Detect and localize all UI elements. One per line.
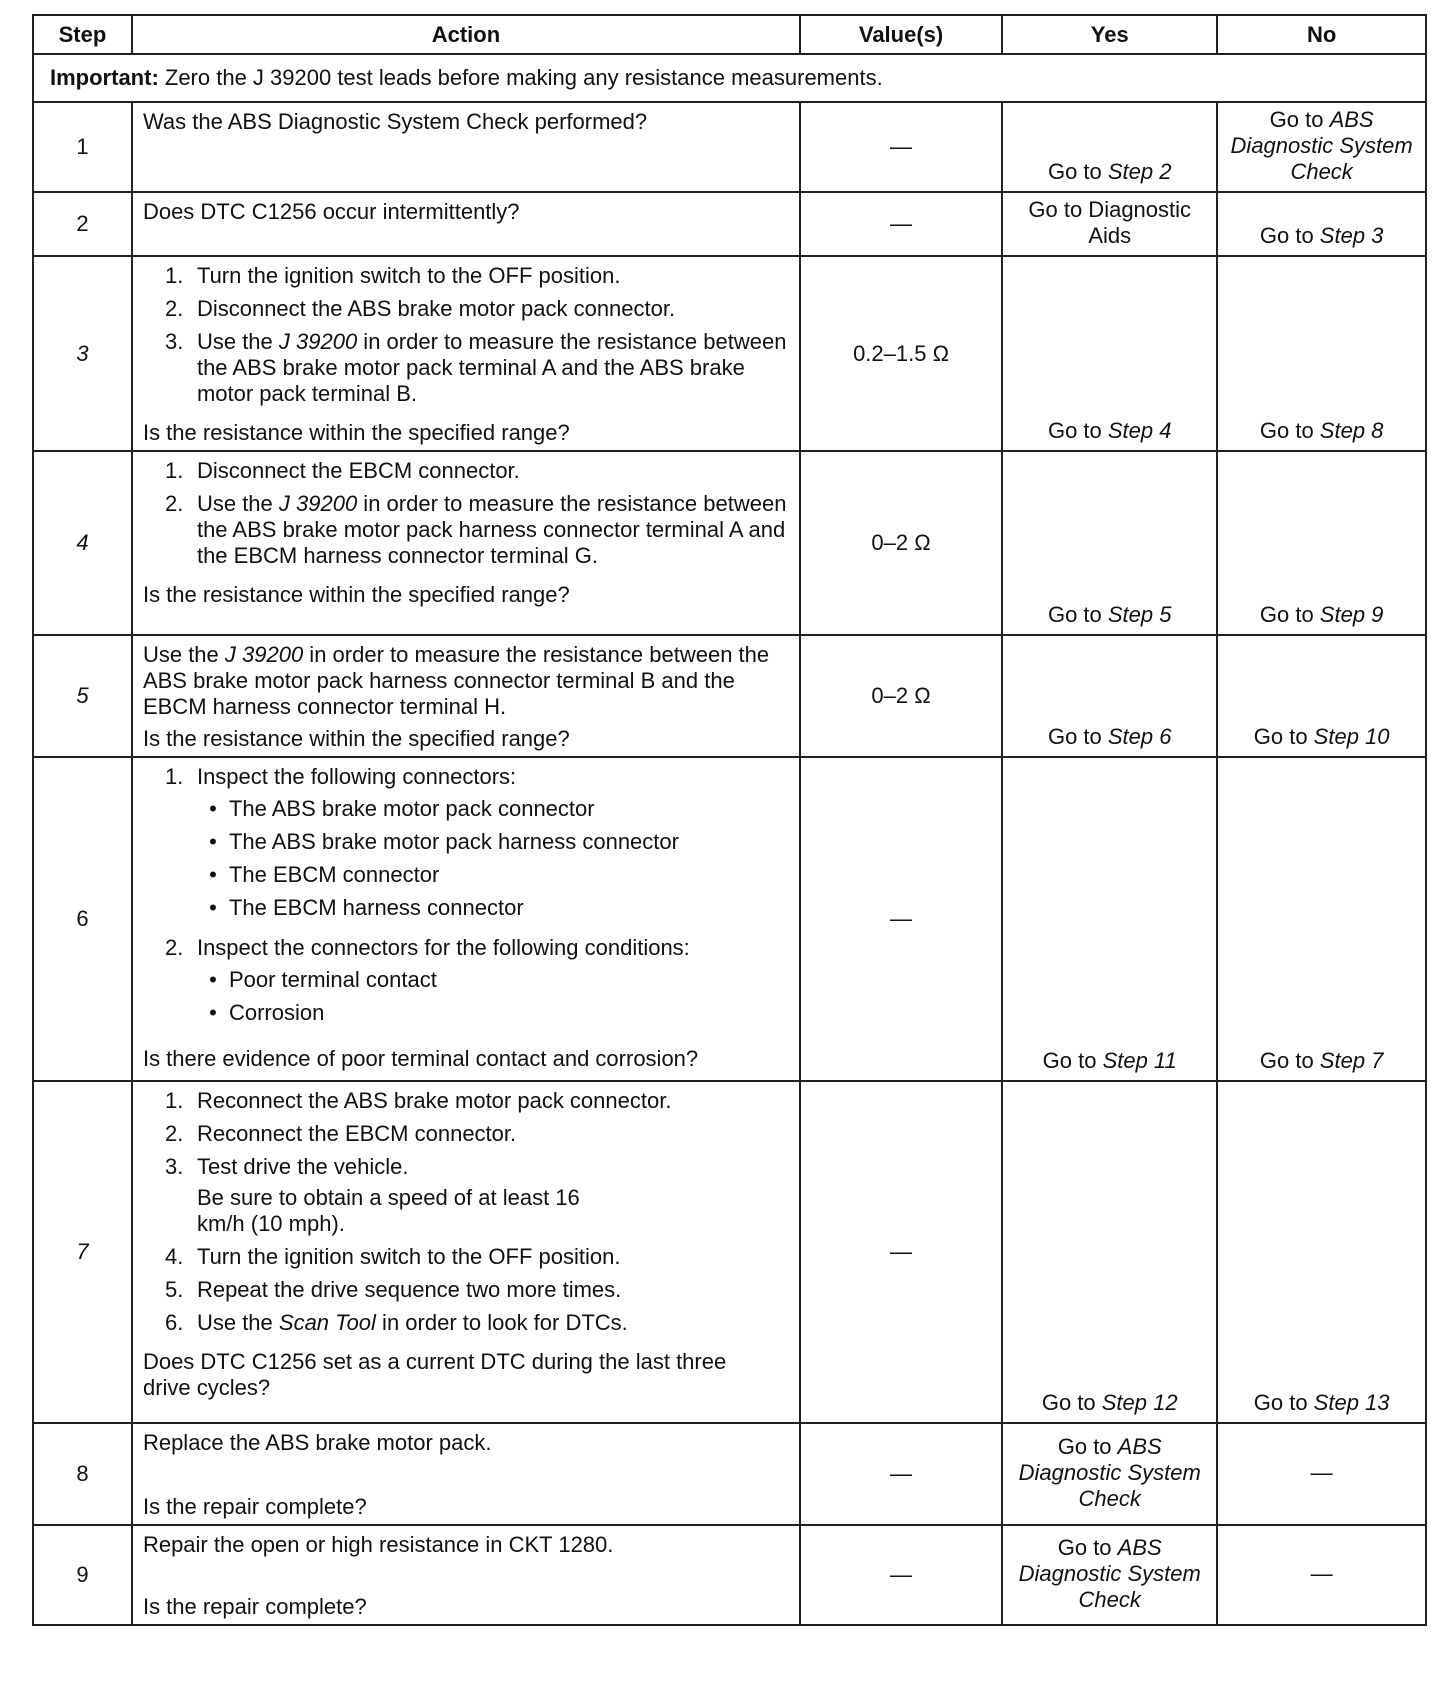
yes-step-ref: Step 11 [1102,1048,1177,1073]
tool-name: J 39200 [278,491,358,516]
yes-step-ref: ABS Diagnostic System Check [1018,1434,1201,1511]
no-cell: Go to Step 9 [1217,451,1426,635]
important-label: Important: [50,65,159,90]
action-text: Replace the ABS brake motor pack. [142,1430,492,1455]
action-cell [132,1081,800,1423]
value-cell: — [800,1081,1002,1423]
action-text: Repair the open or high resistance in CKT 1280. [142,1532,614,1557]
action-question: Does DTC C1256 occur intermittently? [142,199,520,224]
list-item: 5. Repeat the drive sequence two more times. [164,1277,622,1302]
important-text: Zero the J 39200 test leads before making any resistance measurements. [158,65,883,90]
no-step-ref: Step 13 [1313,1390,1390,1415]
action-cell [132,1423,800,1525]
action-question: Is the repair complete? [142,1494,367,1519]
bullet-item: • The EBCM connector [209,862,440,887]
action-cell [132,256,800,451]
list-item: 1. Inspect the following connectors: • The ABS brake motor pack connector • The ABS brake motor pack harness connector • The EBCM connector • The EBCM harness connector [165,764,789,928]
action-question: Does DTC C1256 set as a current DTC during the last three drive cycles? [142,1349,727,1400]
tool-name: Scan Tool [278,1310,376,1335]
no-cell [1217,102,1426,192]
action-question: Is the resistance within the specified range? [142,582,570,607]
no-prefix: Go to [1259,223,1320,248]
tool-name: J 39200 [224,642,304,667]
no-cell: Go to Step 13 [1217,1081,1426,1423]
action-cell [132,451,800,635]
bullet-item: • Poor terminal contact [209,967,437,992]
value-cell: 0–2 Ω [800,635,1002,757]
yes-step-ref: Step 12 [1101,1390,1178,1415]
header-action: Action [132,15,800,54]
bullet-item: • The ABS brake motor pack harness connector [209,829,679,854]
header-no: No [1217,15,1426,54]
no-cell: — [1217,1423,1426,1525]
no-cell [1217,192,1426,256]
list-item: 2. Inspect the connectors for the following conditions: • Poor terminal contact • Corrosion [165,935,789,1033]
bullet-list [197,967,789,1026]
yes-cell: Go to Step 5 [1002,451,1217,635]
value-cell: 0–2 Ω [800,451,1002,635]
no-cell: Go to Step 8 [1217,256,1426,451]
action-cell [132,635,800,757]
no-step-ref: Step 3 [1319,223,1384,248]
yes-cell: Go to Diagnostic Aids [1002,192,1217,256]
table-row [33,192,1426,256]
yes-cell: Go to ABS Diagnostic System Check [1002,1525,1217,1625]
bullet-item: • The EBCM harness connector [209,895,524,920]
list-item: 6. Use the Scan Tool in order to look for DTCs. [164,1310,628,1335]
no-prefix: Go to [1269,107,1330,132]
value-cell: 0.2–1.5 Ω [800,256,1002,451]
header-row [33,15,1426,54]
yes-step-ref: Step 6 [1107,724,1172,749]
list-item: 2. Use the J 39200 in order to measure the resistance between the ABS brake motor pack harness connector terminal A and the EBCM harness connector terminal G. [164,491,787,568]
bullet-item: • Corrosion [209,1000,325,1025]
action-cell [132,1525,800,1625]
header-yes: Yes [1002,15,1217,54]
step-number: 8 [33,1423,132,1525]
list-item: 1. Disconnect the EBCM connector. [164,458,520,483]
yes-cell: Go to Step 12 [1002,1081,1217,1423]
bullet-item: • The ABS brake motor pack connector [209,796,595,821]
action-steps [143,263,789,414]
action-steps [143,458,789,576]
table-row [33,635,1426,757]
list-item: 3. Test drive the vehicle. [164,1154,409,1179]
action-question: Was the ABS Diagnostic System Check performed? [142,109,648,134]
action-question: Is the resistance within the specified range? [142,726,570,751]
table-row [33,1081,1426,1423]
action-question: Is there evidence of poor terminal contact and corrosion? [142,1046,699,1071]
value-cell: — [800,192,1002,256]
step-number: 5 [33,635,132,757]
step-number: 7 [33,1081,132,1423]
yes-cell: Go to Step 6 [1002,635,1217,757]
list-item: 1. Turn the ignition switch to the OFF position. [164,263,621,288]
no-step-ref: Step 9 [1319,602,1384,627]
no-step-ref: Step 7 [1319,1048,1384,1073]
action-steps [143,764,789,1040]
yes-prefix: Go to [1047,159,1108,184]
action-question: Is the resistance within the specified range? [142,420,570,445]
list-item: 1. Reconnect the ABS brake motor pack connector. [164,1088,672,1113]
table-row [33,102,1426,192]
table-row [33,256,1426,451]
no-cell: — [1217,1525,1426,1625]
step-number: 3 [33,256,132,451]
step-number: 4 [33,451,132,635]
step-number: 1 [33,102,132,192]
action-steps [143,1244,789,1343]
yes-cell: Go to Step 11 [1002,757,1217,1081]
tool-name: J 39200 [278,329,358,354]
list-item: 2. Disconnect the ABS brake motor pack connector. [164,296,676,321]
important-row [33,54,1426,102]
no-cell: Go to Step 7 [1217,757,1426,1081]
yes-cell [1002,102,1217,192]
header-step: Step [33,15,132,54]
yes-step-ref: Step 4 [1107,418,1172,443]
list-item: 3. Use the J 39200 in order to measure the resistance between the ABS brake motor pack terminal A and the ABS brake motor pack terminal B. [164,329,787,406]
value-cell: — [800,1423,1002,1525]
step-number: 6 [33,757,132,1081]
table-row [33,451,1426,635]
important-note [33,54,1426,102]
bullet-list [197,796,789,921]
value-cell: — [800,1525,1002,1625]
yes-step-ref: ABS Diagnostic System Check [1018,1535,1201,1612]
action-cell [132,102,800,192]
table-row [33,1423,1426,1525]
table-row [33,757,1426,1081]
action-cell [132,192,800,256]
no-step-ref: ABS Diagnostic System Check [1230,107,1413,184]
value-cell: — [800,757,1002,1081]
action-steps [143,1088,789,1187]
diagnostic-table [32,14,1427,1626]
step-number: 2 [33,192,132,256]
action-text: Use the J 39200 in order to measure the resistance between the ABS brake motor pack harness connector terminal B and the EBCM harness connector terminal H. [142,642,770,719]
table-row [33,1525,1426,1625]
step-number: 9 [33,1525,132,1625]
list-item: 4. Turn the ignition switch to the OFF position. [164,1244,621,1269]
header-values: Value(s) [800,15,1002,54]
yes-step-ref: Step 2 [1107,159,1172,184]
no-step-ref: Step 8 [1319,418,1384,443]
list-item: 2. Reconnect the EBCM connector. [164,1121,517,1146]
action-cell [132,757,800,1081]
yes-cell: Go to Step 4 [1002,256,1217,451]
step-note: Be sure to obtain a speed of at least 16 km/h (10 mph). [196,1185,580,1236]
yes-cell: Go to ABS Diagnostic System Check [1002,1423,1217,1525]
no-step-ref: Step 10 [1313,724,1390,749]
yes-step-ref: Step 5 [1107,602,1172,627]
no-cell: Go to Step 10 [1217,635,1426,757]
action-question: Is the repair complete? [142,1594,367,1619]
value-cell: — [800,102,1002,192]
